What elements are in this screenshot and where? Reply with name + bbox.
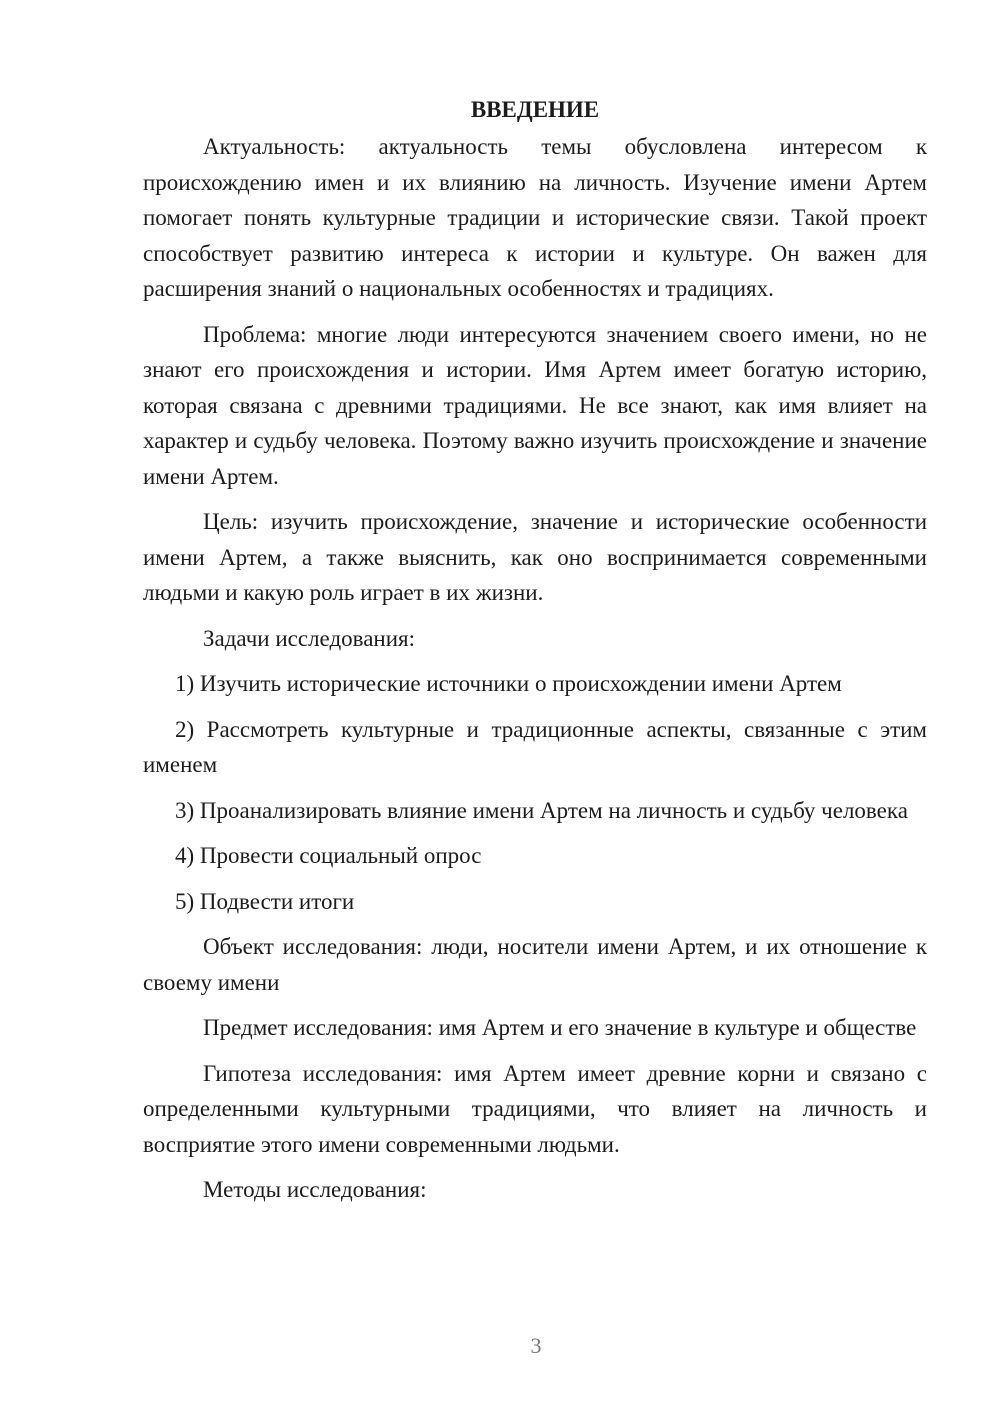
- task-item-5: 5) Подвести итоги: [175, 888, 355, 914]
- hypothesis-paragraph: Гипотеза исследования: имя Артем имеет древние корни и связано с определенными культурными традициями, что влияет на личность и восприятие этого имени современными людьми.: [143, 1060, 927, 1157]
- task-item-3: 3) Проанализировать влияние имени Артем на личность и судьбу человека: [175, 797, 908, 823]
- page-content: [143, 92, 927, 1218]
- goal-paragraph: Цель: изучить происхождение, значение и исторические особенности имени Артем, а также выяснить, как оно воспринимается современными людьми и какую роль играет в их жизни.: [143, 509, 927, 605]
- section-title: ВВЕДЕНИЕ: [470, 97, 600, 122]
- page-number: 3: [530, 1333, 542, 1358]
- task-item-4: 4) Провести социальный опрос: [175, 843, 482, 868]
- research-subject-paragraph: Предмет исследования: имя Артем и его значение в культуре и обществе: [203, 1015, 917, 1040]
- research-object-paragraph: Объект исследования: люди, носители имени Артем, и их отношение к своему имени: [143, 934, 927, 995]
- tasks-heading: Задачи исследования:: [203, 625, 416, 651]
- methods-heading: Методы исследования:: [203, 1177, 427, 1202]
- task-item-1: 1) Изучить исторические источники о происхождении имени Артем: [175, 671, 842, 696]
- task-item-2: 2) Рассмотреть культурные и традиционные аспекты, связанные с этим именем: [143, 716, 927, 777]
- relevance-paragraph: Актуальность: актуальность темы обусловлена интересом к происхождению имен и их влиянию на личность. Изучение имени Артем помогает понять культурные традиции и исторические связи. Такой проект способствует развитию интереса к истории и культуре. Он важен для расширения знаний о национальных особенностях и традициях.: [143, 134, 927, 301]
- problem-paragraph: Проблема: многие люди интересуются значением своего имени, но не знают его происхождения и истории. Имя Артем имеет богатую историю, которая связана с древними традициями. Не все знают, как имя влияет на характер и судьбу человека. Поэтому важно изучить происхождение и значение имени Артем.: [143, 321, 927, 489]
